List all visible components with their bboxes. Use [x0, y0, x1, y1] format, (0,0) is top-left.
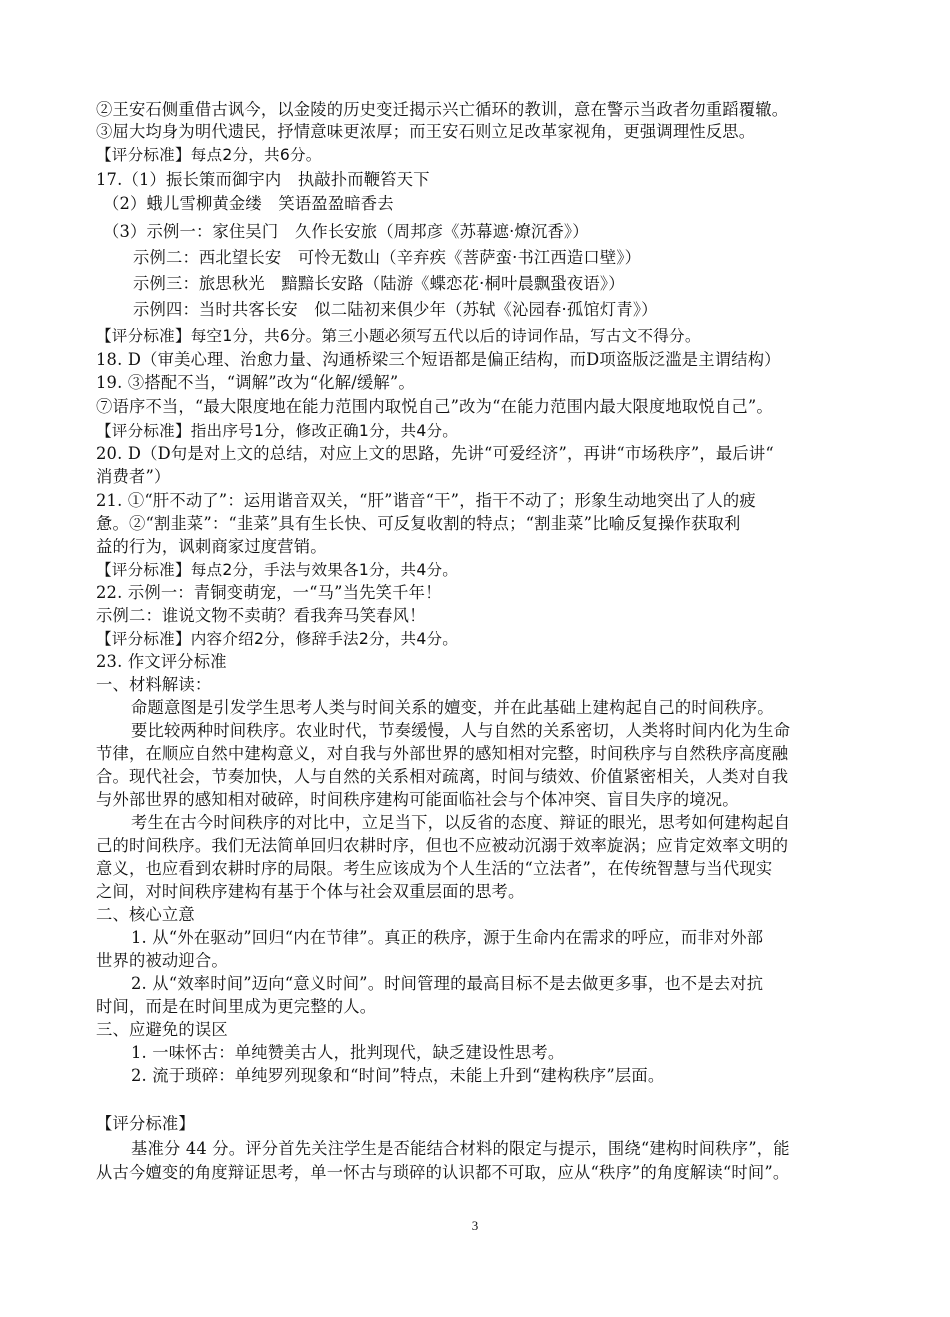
list-item-continued: 世界的被动迎合。 — [96, 951, 228, 970]
section-heading: 一、材料解读： — [96, 675, 212, 694]
example-line: 示例三：旅思秋光 黯黯长安路（陆游《蝶恋花·桐叶晨飘蛩夜语》） — [133, 274, 625, 293]
answer-line: （2）蛾儿雪柳黄金缕 笑语盈盈暗香去 — [103, 194, 394, 213]
question-23-heading: 23. 作文评分标准 — [96, 652, 227, 671]
list-item-continued: 时间，而是在时间里成为更完整的人。 — [96, 997, 377, 1016]
section-heading: 三、应避免的误区 — [96, 1020, 228, 1039]
paragraph-line: 基准分 44 分。评分首先关注学生是否能结合材料的限定与提示，围绕“建构时间秩序”，能 — [131, 1139, 790, 1158]
question-17-answer: 17.（1）振长策而御宇内 执敲扑而鞭笞天下 — [96, 170, 430, 189]
question-22-answer: 22. 示例一：青铜变萌宠，一“马”当先笑千年！ — [96, 583, 442, 602]
question-19-answer: 19. ③搭配不当，“调解”改为“化解/缓解”。 — [96, 373, 415, 392]
paragraph-line: 从古今嬗变的角度辩证思考，单一怀古与琐碎的认识都不可取，应从“秩序”的角度解读“时间”。 — [96, 1163, 790, 1182]
paragraph-line: 节律，在顺应自然中建构意义，对自我与外部世界的感知相对完整，时间秩序与自然秩序高度融 — [96, 744, 789, 763]
paragraph-line: 与外部世界的感知相对破碎，时间秩序建构可能面临社会与个体冲突、盲目失序的境况。 — [96, 790, 739, 809]
question-20-answer: 20. D（D句是对上文的总结，对应上文的思路，先讲“可爱经济”，再讲“市场秩序”，最后讲“ — [96, 444, 774, 463]
paragraph-line: 意义，也应看到农耕时序的局限。考生应该成为个人生活的“立法者”，在传统智慧与当代现实 — [96, 859, 773, 878]
list-item: 1. 一味怀古：单纯赞美古人，批判现代，缺乏建设性思考。 — [131, 1043, 565, 1062]
paragraph-line: 要比较两种时间秩序。农业时代，节奏缓慢，人与自然的关系密切，人类将时间内化为生命 — [131, 721, 791, 740]
scoring-standard: 【评分标准】每点2分，手法与效果各1分，共4分。 — [96, 561, 459, 579]
page-number: 3 — [471, 1218, 479, 1233]
answer-line: 消费者”） — [96, 467, 171, 486]
list-item: 2. 流于琐碎：单纯罗列现象和“时间”特点，未能上升到“建构秩序”层面。 — [131, 1066, 665, 1085]
scoring-standard: 【评分标准】每点2分，共6分。 — [96, 146, 322, 164]
scoring-standard: 【评分标准】指出序号1分，修改正确1分，共4分。 — [96, 422, 459, 440]
paragraph-line: 考生在古今时间秩序的对比中，立足当下，以反省的态度、辩证的眼光，思考如何建构起自 — [131, 813, 791, 832]
answer-line: （3）示例一：家住吴门 久作长安旅（周邦彦《苏幕遮·燎沉香》） — [103, 222, 589, 241]
scoring-standard: 【评分标准】内容介绍2分，修辞手法2分，共4分。 — [96, 630, 459, 648]
example-line: 示例四：当时共客长安 似二陆初来俱少年（苏轼《沁园春·孤馆灯青》） — [133, 300, 658, 319]
question-21-answer: 21. ①“肝不动了”：运用谐音双关，“肝”谐音“干”，指干不动了；形象生动地突出了人的疲 — [96, 491, 756, 510]
answer-line: 示例二：谁说文物不卖萌？看我奔马笑春风！ — [96, 606, 426, 625]
answer-line: ②王安石侧重借古讽今，以金陵的历史变迁揭示兴亡循环的教训，意在警示当政者勿重蹈覆辙。 — [96, 100, 789, 119]
paragraph-line: 之间，对时间秩序建构有基于个体与社会双重层面的思考。 — [96, 882, 525, 901]
scoring-standard-heading: 【评分标准】 — [96, 1114, 195, 1133]
list-item: 1. 从“外在驱动”回归“内在节律”。真正的秩序，源于生命内在需求的呼应，而非对外部 — [131, 928, 764, 947]
answer-line: ③屈大均身为明代遗民，抒情意味更浓厚；而王安石则立足改革家视角，更强调理性反思。 — [96, 122, 756, 141]
answer-line: 惫。②“割韭菜”：“韭菜”具有生长快、可反复收割的特点；“割韭菜”比喻反复操作获取利 — [96, 514, 741, 533]
example-line: 示例二：西北望长安 可怜无数山（辛弃疾《菩萨蛮·书江西造口壁》） — [133, 248, 642, 267]
paragraph-line: 命题意图是引发学生思考人类与时间关系的嬗变，并在此基础上建构起自己的时间秩序。 — [131, 698, 774, 717]
paragraph-line: 合。现代社会，节奏加快，人与自然的关系相对疏离，时间与绩效、价值紧密相关，人类对自我 — [96, 767, 789, 786]
question-18-answer: 18. D（审美心理、治愈力量、沟通桥梁三个短语都是偏正结构，而D项盗版泛滥是主谓结构） — [96, 350, 781, 369]
answer-line: ⑦语序不当，“最大限度地在能力范围内取悦自己”改为“在能力范围内最大限度地取悦自己”。 — [96, 397, 773, 416]
list-item: 2. 从“效率时间”迈向“意义时间”。时间管理的最高目标不是去做更多事，也不是去对抗 — [131, 974, 764, 993]
scoring-standard: 【评分标准】每空1分，共6分。第三小题必须写五代以后的诗词作品，写古文不得分。 — [96, 327, 701, 345]
answer-line: 益的行为，讽刺商家过度营销。 — [96, 537, 327, 556]
paragraph-line: 己的时间秩序。我们无法简单回归农耕时序，但也不应被动沉溺于效率旋涡；应肯定效率文明的 — [96, 836, 789, 855]
section-heading: 二、核心立意 — [96, 905, 195, 924]
